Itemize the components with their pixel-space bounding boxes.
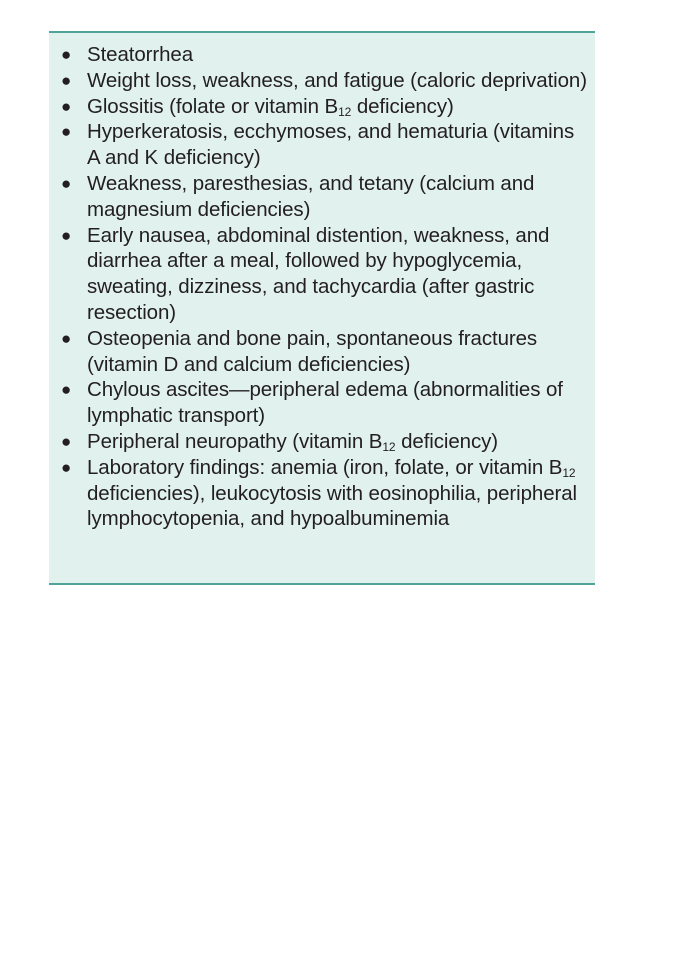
list-item-text: Weight loss, weakness, and fatigue (caloric deprivation): [87, 68, 587, 92]
list-item-text-before: Peripheral neuropathy (vitamin B: [87, 429, 383, 453]
list-item: [61, 94, 587, 120]
bullet-icon: ●: [61, 173, 72, 193]
bullet-icon: ●: [61, 380, 72, 400]
list-item-text: Hyperkeratosis, ecchymoses, and hematuria (vitamins A and K deficiency): [87, 120, 575, 170]
bullet-icon: ●: [61, 225, 72, 245]
list-item-text-after: deficiencies), leukocytosis with eosinophilia, peripheral lymphocytopenia, and hypoalbuminemia: [87, 481, 577, 531]
list-item-text: [87, 95, 454, 118]
list-item-text: [87, 430, 498, 453]
list-item: [61, 42, 587, 68]
list-item-text-before: Laboratory findings: anemia (iron, folate, or vitamin B: [87, 455, 563, 479]
bullet-icon: ●: [61, 328, 72, 348]
subscript: 12: [562, 465, 576, 480]
subscript: 12: [382, 439, 396, 454]
list-item-text: Early nausea, abdominal distention, weakness, and diarrhea after a meal, followed by hypoglycemia, sweating, dizziness, and tachycardia (after gastric resection): [87, 223, 550, 324]
bullet-icon: ●: [61, 45, 72, 64]
list-item: [61, 455, 587, 532]
bullet-icon: ●: [61, 122, 72, 142]
bullet-icon: ●: [61, 96, 72, 116]
list-item-text: [87, 456, 577, 531]
list-item: [61, 171, 587, 223]
bullet-icon: ●: [61, 431, 72, 451]
list-item: [61, 119, 587, 171]
bullet-icon: ●: [61, 457, 72, 477]
list-item: [61, 377, 587, 429]
list-item-text-after: deficiency): [351, 94, 454, 118]
list-item: [61, 429, 587, 455]
list-item: [61, 326, 587, 378]
findings-list: [61, 42, 587, 532]
list-item: [61, 68, 587, 94]
findings-box: [49, 31, 595, 585]
subscript: 12: [338, 104, 352, 119]
list-item-text-after: deficiency): [395, 429, 498, 453]
bullet-icon: ●: [61, 70, 72, 90]
list-item-text: Osteopenia and bone pain, spontaneous fractures (vitamin D and calcium deficiencies): [87, 326, 538, 376]
list-item-text: Chylous ascites—peripheral edema (abnormalities of lymphatic transport): [87, 378, 563, 428]
list-item: [61, 223, 587, 326]
list-item-text-before: Glossitis (folate or vitamin B: [87, 94, 339, 118]
list-item-text: Steatorrhea: [87, 43, 194, 66]
list-item-text: Weakness, paresthesias, and tetany (calcium and magnesium deficiencies): [87, 171, 535, 221]
